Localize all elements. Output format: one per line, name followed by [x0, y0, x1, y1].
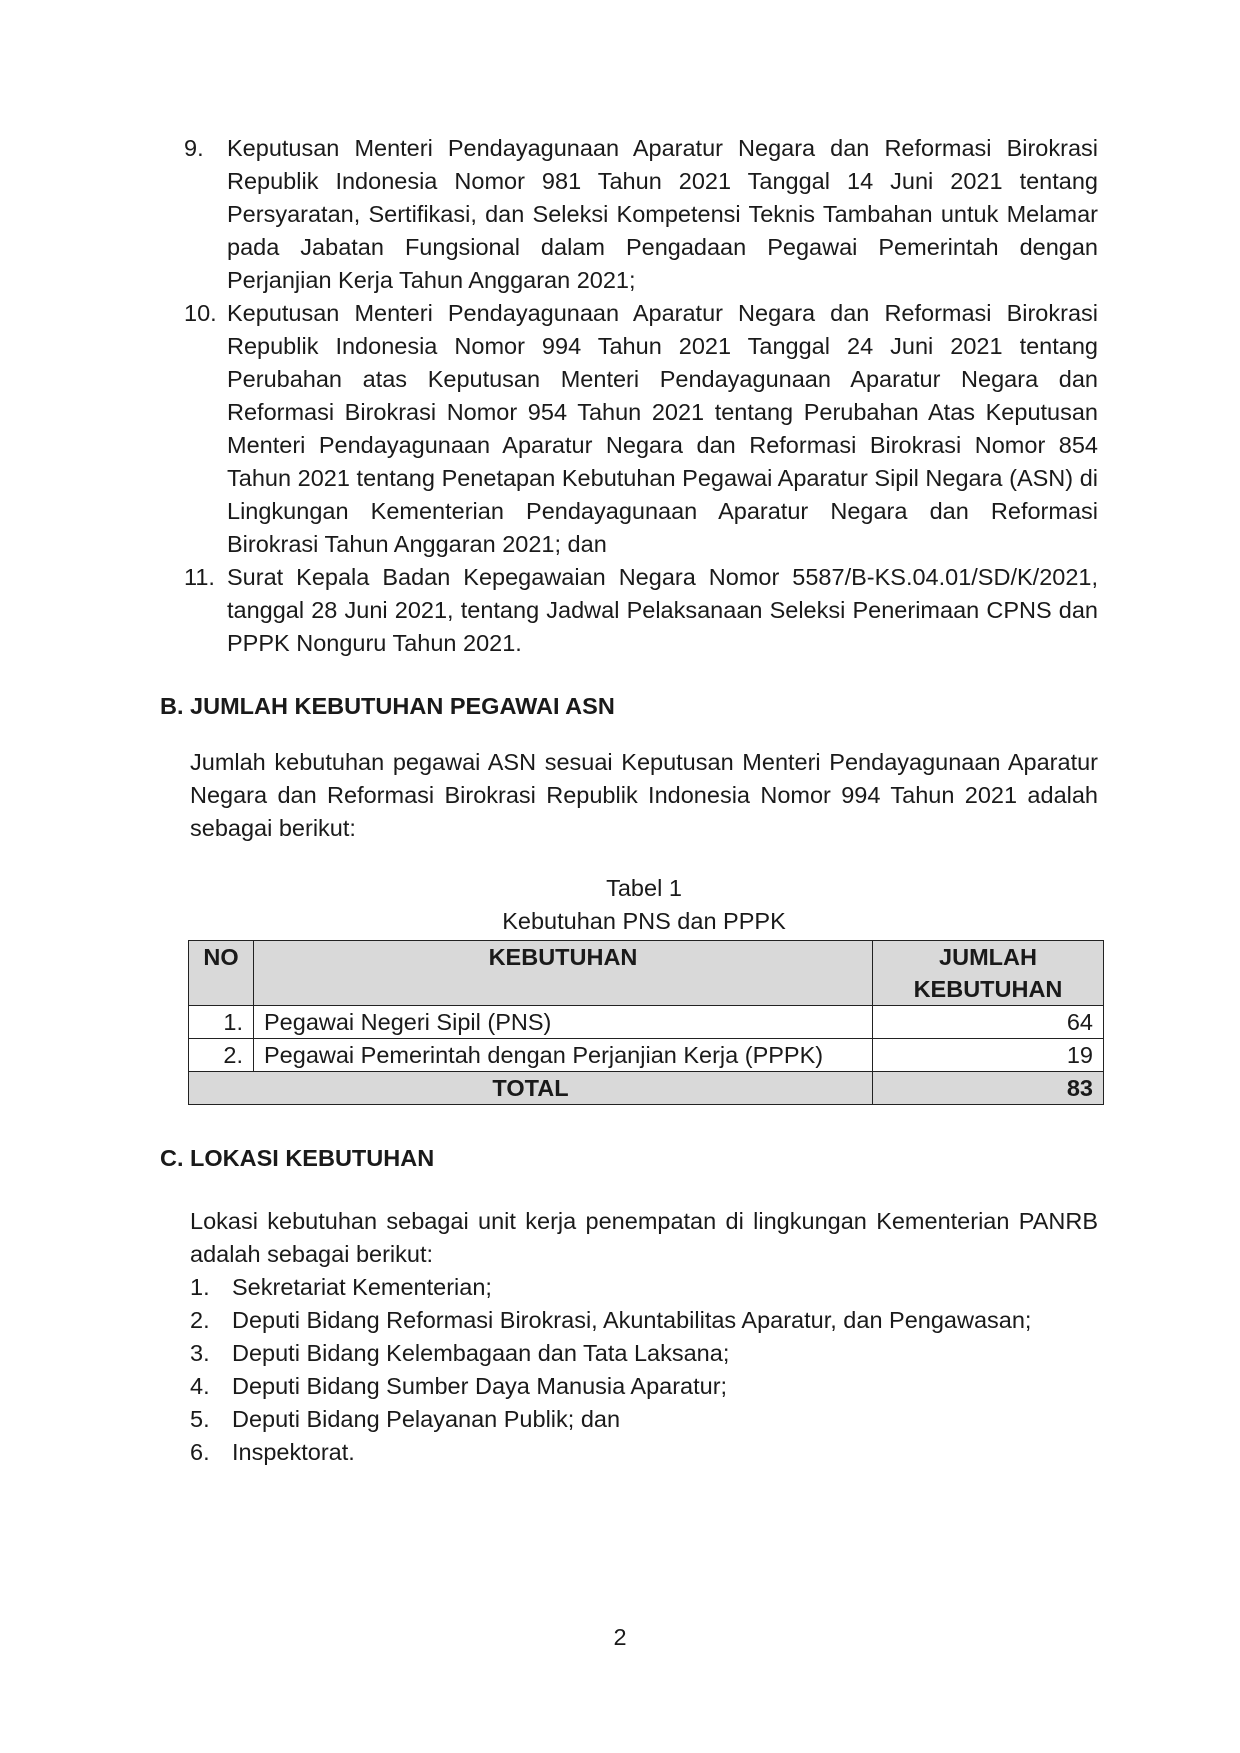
row-value: 19 — [873, 1039, 1104, 1072]
section-b-heading: B. JUMLAH KEBUTUHAN PEGAWAI ASN — [160, 693, 615, 719]
list-item — [190, 1337, 1098, 1370]
reference-item — [184, 132, 1098, 297]
list-item — [190, 1436, 1098, 1469]
reference-text: Keputusan Menteri Pendayagunaan Aparatur Negara dan Reformasi Birokrasi Republik Indonesia Nomor 994 Tahun 2021 Tanggal 24 Juni 2021 tentang Perubahan atas Keputusan Menteri Pendayagunaan Aparatur Negara dan Reformasi Birokrasi Nomor 954 Tahun 2021 tentang Perubahan Atas Keputusan Menteri Pendayagunaan Aparatur Negara dan Reformasi Birokrasi Nomor 854 Tahun 2021 tentang Penetapan Kebutuhan Pegawai Aparatur Sipil Negara (ASN) di Lingkungan Kementerian Pendayagunaan Aparatur Negara dan Reformasi Birokrasi Tahun Anggaran 2021; dan — [227, 300, 1098, 557]
list-item-text: Deputi Bidang Sumber Daya Manusia Aparatur; — [232, 1373, 728, 1399]
reference-number: 11. — [184, 564, 215, 590]
section-c-heading: C. LOKASI KEBUTUHAN — [160, 1145, 435, 1171]
row-value: 64 — [873, 1006, 1104, 1039]
list-item-text: Deputi Bidang Kelembagaan dan Tata Laksana; — [232, 1340, 730, 1366]
table-header-row — [189, 941, 1104, 1006]
needs-table — [188, 940, 1104, 1105]
list-item-number: 5. — [190, 1406, 210, 1432]
table-caption-number: Tabel 1 — [606, 875, 682, 901]
list-item-number: 1. — [190, 1274, 210, 1300]
row-number: 2. — [189, 1039, 254, 1072]
row-number: 1. — [189, 1006, 254, 1039]
location-list — [190, 1271, 1098, 1469]
header-jumlah-line2: KEBUTUHAN — [913, 976, 1063, 1002]
table-total-row — [189, 1072, 1104, 1105]
list-item-text: Deputi Bidang Pelayanan Publik; dan — [232, 1406, 621, 1432]
total-label: TOTAL — [189, 1072, 873, 1105]
list-item — [190, 1271, 1098, 1304]
row-name: Pegawai Negeri Sipil (PNS) — [254, 1006, 873, 1039]
list-item-number: 3. — [190, 1340, 210, 1366]
header-jumlah — [873, 941, 1104, 1006]
list-item — [190, 1304, 1098, 1337]
list-item-number: 6. — [190, 1439, 210, 1465]
page-number: 2 — [613, 1624, 627, 1650]
list-item-number: 4. — [190, 1373, 210, 1399]
header-no: NO — [189, 941, 254, 1006]
table-row — [189, 1006, 1104, 1039]
header-kebutuhan: KEBUTUHAN — [254, 941, 873, 1006]
reference-text: Surat Kepala Badan Kepegawaian Negara Nomor 5587/B-KS.04.01/SD/K/2021, tanggal 28 Juni 2021, tentang Jadwal Pelaksanaan Seleksi Penerimaan CPNS dan PPPK Nonguru Tahun 2021. — [227, 564, 1098, 656]
list-item — [190, 1370, 1098, 1403]
reference-item — [184, 297, 1098, 561]
reference-number: 9. — [184, 135, 204, 161]
list-item-text: Sekretariat Kementerian; — [232, 1274, 492, 1300]
section-c-paragraph: Lokasi kebutuhan sebagai unit kerja penempatan di lingkungan Kementerian PANRB adalah sebagai berikut: — [190, 1208, 1098, 1267]
total-value: 83 — [873, 1072, 1104, 1105]
list-item-number: 2. — [190, 1307, 210, 1333]
row-name: Pegawai Pemerintah dengan Perjanjian Kerja (PPPK) — [254, 1039, 873, 1072]
table-caption-title: Kebutuhan PNS dan PPPK — [502, 908, 786, 934]
reference-list — [184, 132, 1098, 660]
header-jumlah-line1: JUMLAH — [939, 944, 1037, 970]
list-item-text: Deputi Bidang Reformasi Birokrasi, Akuntabilitas Aparatur, dan Pengawasan; — [232, 1307, 1032, 1333]
section-b-paragraph: Jumlah kebutuhan pegawai ASN sesuai Keputusan Menteri Pendayagunaan Aparatur Negara dan Reformasi Birokrasi Republik Indonesia Nomor 994 Tahun 2021 adalah sebagai berikut: — [190, 749, 1098, 841]
list-item — [190, 1403, 1098, 1436]
reference-text: Keputusan Menteri Pendayagunaan Aparatur Negara dan Reformasi Birokrasi Republik Indonesia Nomor 981 Tahun 2021 Tanggal 14 Juni 2021 tentang Persyaratan, Sertifikasi, dan Seleksi Kompetensi Teknis Tambahan untuk Melamar pada Jabatan Fungsional dalam Pengadaan Pegawai Pemerintah dengan Perjanjian Kerja Tahun Anggaran 2021; — [227, 135, 1098, 293]
table-row — [189, 1039, 1104, 1072]
reference-item — [184, 561, 1098, 660]
list-item-text: Inspektorat. — [232, 1439, 355, 1465]
reference-number: 10. — [184, 300, 217, 326]
